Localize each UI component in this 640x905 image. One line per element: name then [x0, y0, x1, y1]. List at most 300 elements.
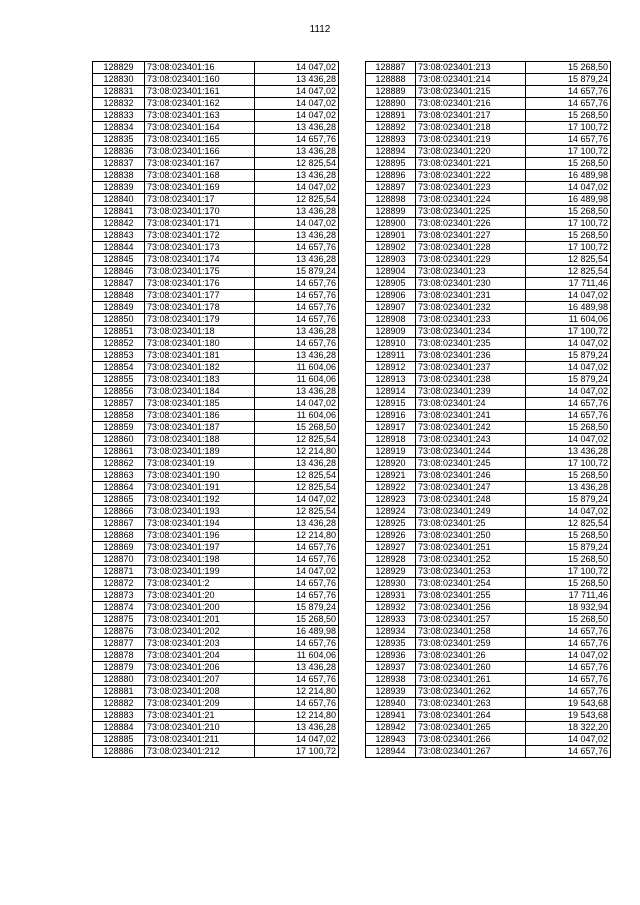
- row-number-cell: 128853: [93, 350, 145, 362]
- value-cell: 14 657,76: [255, 338, 339, 350]
- cadastral-number-cell: 73:08:023401:204: [145, 650, 255, 662]
- cadastral-number-cell: 73:08:023401:172: [145, 230, 255, 242]
- cadastral-number-cell: 73:08:023401:210: [145, 722, 255, 734]
- table-row: [93, 290, 339, 302]
- row-number-cell: 128874: [93, 602, 145, 614]
- table-row: [366, 698, 611, 710]
- cadastral-number-cell: 73:08:023401:190: [145, 470, 255, 482]
- table-row: [93, 374, 339, 386]
- cadastral-number-cell: 73:08:023401:234: [416, 326, 526, 338]
- row-number-cell: 128944: [366, 746, 416, 758]
- cadastral-number-cell: 73:08:023401:189: [145, 446, 255, 458]
- value-cell: 15 879,24: [526, 350, 611, 362]
- row-number-cell: 128936: [366, 650, 416, 662]
- value-cell: 15 879,24: [526, 542, 611, 554]
- table-row: [366, 146, 611, 158]
- cadastral-number-cell: 73:08:023401:264: [416, 710, 526, 722]
- row-number-cell: 128886: [93, 746, 145, 758]
- cadastral-number-cell: 73:08:023401:219: [416, 134, 526, 146]
- row-number-cell: 128928: [366, 554, 416, 566]
- table-row: [366, 206, 611, 218]
- cadastral-number-cell: 73:08:023401:233: [416, 314, 526, 326]
- cadastral-number-cell: 73:08:023401:181: [145, 350, 255, 362]
- table-row: [93, 350, 339, 362]
- value-cell: 13 436,28: [255, 170, 339, 182]
- cadastral-number-cell: 73:08:023401:24: [416, 398, 526, 410]
- table-row: [366, 302, 611, 314]
- cadastral-number-cell: 73:08:023401:217: [416, 110, 526, 122]
- value-cell: 14 047,02: [255, 734, 339, 746]
- row-number-cell: 128925: [366, 518, 416, 530]
- table-row: [366, 590, 611, 602]
- row-number-cell: 128934: [366, 626, 416, 638]
- row-number-cell: 128885: [93, 734, 145, 746]
- cadastral-number-cell: 73:08:023401:169: [145, 182, 255, 194]
- row-number-cell: 128904: [366, 266, 416, 278]
- table-row: [93, 734, 339, 746]
- cadastral-number-cell: 73:08:023401:222: [416, 170, 526, 182]
- value-cell: 16 489,98: [526, 194, 611, 206]
- row-number-cell: 128865: [93, 494, 145, 506]
- value-cell: 17 100,72: [526, 218, 611, 230]
- cadastral-number-cell: 73:08:023401:218: [416, 122, 526, 134]
- cadastral-number-cell: 73:08:023401:168: [145, 170, 255, 182]
- table-row: [366, 86, 611, 98]
- row-number-cell: 128920: [366, 458, 416, 470]
- value-cell: 16 489,98: [526, 170, 611, 182]
- value-cell: 18 322,20: [526, 722, 611, 734]
- value-cell: 15 268,50: [526, 422, 611, 434]
- value-cell: 15 268,50: [526, 230, 611, 242]
- table-row: [93, 698, 339, 710]
- value-cell: 14 657,76: [255, 290, 339, 302]
- table-row: [366, 470, 611, 482]
- table-row: [93, 446, 339, 458]
- cadastral-number-cell: 73:08:023401:213: [416, 62, 526, 74]
- table-row: [93, 722, 339, 734]
- row-number-cell: 128933: [366, 614, 416, 626]
- table-row: [93, 422, 339, 434]
- table-row: [93, 746, 339, 758]
- value-cell: 14 657,76: [526, 398, 611, 410]
- table-row: [366, 398, 611, 410]
- cadastral-number-cell: 73:08:023401:261: [416, 674, 526, 686]
- table-row: [366, 254, 611, 266]
- value-cell: 14 047,02: [255, 494, 339, 506]
- row-number-cell: 128835: [93, 134, 145, 146]
- cadastral-number-cell: 73:08:023401:167: [145, 158, 255, 170]
- cadastral-number-cell: 73:08:023401:174: [145, 254, 255, 266]
- table-row: [93, 122, 339, 134]
- table-row: [366, 566, 611, 578]
- cadastral-number-cell: 73:08:023401:241: [416, 410, 526, 422]
- value-cell: 14 657,76: [255, 302, 339, 314]
- row-number-cell: 128930: [366, 578, 416, 590]
- cadastral-number-cell: 73:08:023401:257: [416, 614, 526, 626]
- table-row: [93, 638, 339, 650]
- cadastral-number-cell: 73:08:023401:20: [145, 590, 255, 602]
- row-number-cell: 128942: [366, 722, 416, 734]
- cadastral-number-cell: 73:08:023401:226: [416, 218, 526, 230]
- table-row: [93, 302, 339, 314]
- table-row: [366, 614, 611, 626]
- table-row: [93, 62, 339, 74]
- table-row: [93, 86, 339, 98]
- value-cell: 12 825,54: [526, 518, 611, 530]
- table-row: [93, 398, 339, 410]
- table-row: [93, 218, 339, 230]
- value-cell: 13 436,28: [255, 722, 339, 734]
- table-row: [366, 602, 611, 614]
- cadastral-number-cell: 73:08:023401:18: [145, 326, 255, 338]
- value-cell: 15 879,24: [526, 494, 611, 506]
- row-number-cell: 128883: [93, 710, 145, 722]
- table-row: [366, 434, 611, 446]
- table-row: [366, 266, 611, 278]
- value-cell: 12 825,54: [255, 194, 339, 206]
- value-cell: 17 100,72: [526, 146, 611, 158]
- table-row: [93, 542, 339, 554]
- value-cell: 11 604,06: [255, 374, 339, 386]
- row-number-cell: 128941: [366, 710, 416, 722]
- value-cell: 15 879,24: [526, 374, 611, 386]
- cadastral-number-cell: 73:08:023401:170: [145, 206, 255, 218]
- cadastral-number-cell: 73:08:023401:267: [416, 746, 526, 758]
- row-number-cell: 128843: [93, 230, 145, 242]
- row-number-cell: 128903: [366, 254, 416, 266]
- table-row: [366, 506, 611, 518]
- row-number-cell: 128868: [93, 530, 145, 542]
- row-number-cell: 128894: [366, 146, 416, 158]
- cadastral-number-cell: 73:08:023401:248: [416, 494, 526, 506]
- table-row: [366, 530, 611, 542]
- cadastral-number-cell: 73:08:023401:239: [416, 386, 526, 398]
- table-row: [366, 458, 611, 470]
- row-number-cell: 128867: [93, 518, 145, 530]
- cadastral-number-cell: 73:08:023401:202: [145, 626, 255, 638]
- row-number-cell: 128840: [93, 194, 145, 206]
- table-row: [93, 530, 339, 542]
- row-number-cell: 128855: [93, 374, 145, 386]
- cadastral-number-cell: 73:08:023401:263: [416, 698, 526, 710]
- table-row: [93, 386, 339, 398]
- table-row: [93, 590, 339, 602]
- value-cell: 15 879,24: [255, 266, 339, 278]
- cadastral-number-cell: 73:08:023401:221: [416, 158, 526, 170]
- value-cell: 17 100,72: [526, 566, 611, 578]
- row-number-cell: 128917: [366, 422, 416, 434]
- row-number-cell: 128859: [93, 422, 145, 434]
- value-cell: 17 100,72: [255, 746, 339, 758]
- cadastral-number-cell: 73:08:023401:211: [145, 734, 255, 746]
- value-cell: 17 100,72: [526, 122, 611, 134]
- value-cell: 14 657,76: [526, 98, 611, 110]
- row-number-cell: 128870: [93, 554, 145, 566]
- row-number-cell: 128940: [366, 698, 416, 710]
- value-cell: 14 657,76: [255, 542, 339, 554]
- row-number-cell: 128922: [366, 482, 416, 494]
- cadastral-number-cell: 73:08:023401:252: [416, 554, 526, 566]
- cadastral-number-cell: 73:08:023401:238: [416, 374, 526, 386]
- value-cell: 14 047,02: [526, 182, 611, 194]
- row-number-cell: 128876: [93, 626, 145, 638]
- cadastral-number-cell: 73:08:023401:19: [145, 458, 255, 470]
- table-row: [93, 674, 339, 686]
- value-cell: 17 100,72: [526, 326, 611, 338]
- value-cell: 13 436,28: [255, 254, 339, 266]
- row-number-cell: 128929: [366, 566, 416, 578]
- value-cell: 14 047,02: [526, 386, 611, 398]
- value-cell: 11 604,06: [255, 362, 339, 374]
- row-number-cell: 128869: [93, 542, 145, 554]
- table-row: [366, 410, 611, 422]
- cadastral-number-cell: 73:08:023401:162: [145, 98, 255, 110]
- value-cell: 11 604,06: [255, 410, 339, 422]
- table-row: [366, 494, 611, 506]
- row-number-cell: 128901: [366, 230, 416, 242]
- cadastral-number-cell: 73:08:023401:244: [416, 446, 526, 458]
- table-row: [93, 362, 339, 374]
- cadastral-number-cell: 73:08:023401:265: [416, 722, 526, 734]
- cadastral-number-cell: 73:08:023401:182: [145, 362, 255, 374]
- cadastral-number-cell: 73:08:023401:194: [145, 518, 255, 530]
- row-number-cell: 128932: [366, 602, 416, 614]
- value-cell: 12 214,80: [255, 710, 339, 722]
- table-row: [366, 734, 611, 746]
- cadastral-number-cell: 73:08:023401:175: [145, 266, 255, 278]
- cadastral-number-cell: 73:08:023401:207: [145, 674, 255, 686]
- row-number-cell: 128931: [366, 590, 416, 602]
- value-cell: 14 657,76: [255, 698, 339, 710]
- table-row: [93, 326, 339, 338]
- row-number-cell: 128899: [366, 206, 416, 218]
- value-cell: 17 711,46: [526, 278, 611, 290]
- value-cell: 19 543,68: [526, 698, 611, 710]
- cadastral-number-cell: 73:08:023401:183: [145, 374, 255, 386]
- cadastral-number-cell: 73:08:023401:200: [145, 602, 255, 614]
- cadastral-number-cell: 73:08:023401:192: [145, 494, 255, 506]
- cadastral-number-cell: 73:08:023401:166: [145, 146, 255, 158]
- value-cell: 14 657,76: [255, 578, 339, 590]
- value-cell: 13 436,28: [255, 206, 339, 218]
- table-row: [366, 650, 611, 662]
- cadastral-number-cell: 73:08:023401:227: [416, 230, 526, 242]
- value-cell: 14 047,02: [255, 98, 339, 110]
- cadastral-number-cell: 73:08:023401:173: [145, 242, 255, 254]
- right-register-table: [365, 61, 611, 758]
- value-cell: 15 879,24: [255, 602, 339, 614]
- value-cell: 13 436,28: [255, 326, 339, 338]
- value-cell: 14 047,02: [526, 338, 611, 350]
- cadastral-number-cell: 73:08:023401:186: [145, 410, 255, 422]
- cadastral-number-cell: 73:08:023401:258: [416, 626, 526, 638]
- cadastral-number-cell: 73:08:023401:251: [416, 542, 526, 554]
- row-number-cell: 128891: [366, 110, 416, 122]
- value-cell: 14 047,02: [526, 734, 611, 746]
- table-row: [366, 674, 611, 686]
- row-number-cell: 128937: [366, 662, 416, 674]
- table-row: [366, 746, 611, 758]
- row-number-cell: 128895: [366, 158, 416, 170]
- row-number-cell: 128915: [366, 398, 416, 410]
- table-row: [366, 542, 611, 554]
- value-cell: 13 436,28: [255, 662, 339, 674]
- row-number-cell: 128847: [93, 278, 145, 290]
- value-cell: 15 268,50: [526, 578, 611, 590]
- row-number-cell: 128900: [366, 218, 416, 230]
- table-row: [93, 494, 339, 506]
- row-number-cell: 128875: [93, 614, 145, 626]
- table-row: [93, 686, 339, 698]
- value-cell: 13 436,28: [255, 230, 339, 242]
- value-cell: 12 825,54: [255, 506, 339, 518]
- cadastral-number-cell: 73:08:023401:220: [416, 146, 526, 158]
- table-row: [93, 518, 339, 530]
- table-row: [366, 518, 611, 530]
- value-cell: 14 657,76: [255, 134, 339, 146]
- table-row: [366, 182, 611, 194]
- value-cell: 12 214,80: [255, 686, 339, 698]
- value-cell: 12 214,80: [255, 530, 339, 542]
- value-cell: 14 657,76: [255, 278, 339, 290]
- table-row: [93, 710, 339, 722]
- table-row: [93, 242, 339, 254]
- row-number-cell: 128866: [93, 506, 145, 518]
- row-number-cell: 128836: [93, 146, 145, 158]
- table-row: [366, 314, 611, 326]
- row-number-cell: 128893: [366, 134, 416, 146]
- table-row: [93, 146, 339, 158]
- row-number-cell: 128888: [366, 74, 416, 86]
- value-cell: 14 657,76: [526, 662, 611, 674]
- row-number-cell: 128864: [93, 482, 145, 494]
- value-cell: 14 657,76: [526, 410, 611, 422]
- row-number-cell: 128927: [366, 542, 416, 554]
- row-number-cell: 128839: [93, 182, 145, 194]
- table-row: [93, 278, 339, 290]
- row-number-cell: 128914: [366, 386, 416, 398]
- row-number-cell: 128844: [93, 242, 145, 254]
- row-number-cell: 128842: [93, 218, 145, 230]
- table-row: [366, 290, 611, 302]
- row-number-cell: 128921: [366, 470, 416, 482]
- row-number-cell: 128831: [93, 86, 145, 98]
- table-row: [93, 662, 339, 674]
- table-row: [93, 194, 339, 206]
- row-number-cell: 128918: [366, 434, 416, 446]
- cadastral-number-cell: 73:08:023401:253: [416, 566, 526, 578]
- row-number-cell: 128863: [93, 470, 145, 482]
- row-number-cell: 128908: [366, 314, 416, 326]
- value-cell: 19 543,68: [526, 710, 611, 722]
- cadastral-number-cell: 73:08:023401:247: [416, 482, 526, 494]
- cadastral-number-cell: 73:08:023401:255: [416, 590, 526, 602]
- cadastral-number-cell: 73:08:023401:191: [145, 482, 255, 494]
- cadastral-number-cell: 73:08:023401:231: [416, 290, 526, 302]
- row-number-cell: 128852: [93, 338, 145, 350]
- row-number-cell: 128892: [366, 122, 416, 134]
- cadastral-number-cell: 73:08:023401:216: [416, 98, 526, 110]
- value-cell: 14 657,76: [255, 674, 339, 686]
- table-row: [93, 602, 339, 614]
- cadastral-number-cell: 73:08:023401:165: [145, 134, 255, 146]
- table-row: [366, 134, 611, 146]
- value-cell: 14 047,02: [526, 290, 611, 302]
- value-cell: 11 604,06: [526, 314, 611, 326]
- cadastral-number-cell: 73:08:023401:209: [145, 698, 255, 710]
- cadastral-number-cell: 73:08:023401:197: [145, 542, 255, 554]
- row-number-cell: 128860: [93, 434, 145, 446]
- value-cell: 12 825,54: [255, 158, 339, 170]
- cadastral-number-cell: 73:08:023401:193: [145, 506, 255, 518]
- row-number-cell: 128916: [366, 410, 416, 422]
- cadastral-number-cell: 73:08:023401:215: [416, 86, 526, 98]
- row-number-cell: 128907: [366, 302, 416, 314]
- cadastral-number-cell: 73:08:023401:199: [145, 566, 255, 578]
- row-number-cell: 128902: [366, 242, 416, 254]
- table-row: [93, 626, 339, 638]
- cadastral-number-cell: 73:08:023401:16: [145, 62, 255, 74]
- cadastral-number-cell: 73:08:023401:180: [145, 338, 255, 350]
- table-row: [93, 470, 339, 482]
- left-register-table: [92, 61, 339, 758]
- cadastral-number-cell: 73:08:023401:196: [145, 530, 255, 542]
- row-number-cell: 128880: [93, 674, 145, 686]
- table-row: [93, 170, 339, 182]
- cadastral-number-cell: 73:08:023401:185: [145, 398, 255, 410]
- table-row: [366, 110, 611, 122]
- table-row: [366, 686, 611, 698]
- value-cell: 15 268,50: [526, 206, 611, 218]
- value-cell: 13 436,28: [255, 518, 339, 530]
- row-number-cell: 128856: [93, 386, 145, 398]
- table-row: [366, 278, 611, 290]
- cadastral-number-cell: 73:08:023401:188: [145, 434, 255, 446]
- cadastral-number-cell: 73:08:023401:179: [145, 314, 255, 326]
- value-cell: 15 268,50: [526, 470, 611, 482]
- cadastral-number-cell: 73:08:023401:235: [416, 338, 526, 350]
- value-cell: 14 657,76: [255, 314, 339, 326]
- table-row: [93, 578, 339, 590]
- row-number-cell: 128872: [93, 578, 145, 590]
- cadastral-number-cell: 73:08:023401:198: [145, 554, 255, 566]
- table-row: [93, 338, 339, 350]
- row-number-cell: 128862: [93, 458, 145, 470]
- table-row: [93, 266, 339, 278]
- cadastral-number-cell: 73:08:023401:266: [416, 734, 526, 746]
- value-cell: 15 879,24: [526, 74, 611, 86]
- row-number-cell: 128913: [366, 374, 416, 386]
- table-row: [93, 314, 339, 326]
- row-number-cell: 128909: [366, 326, 416, 338]
- value-cell: 14 047,02: [255, 398, 339, 410]
- row-number-cell: 128846: [93, 266, 145, 278]
- cadastral-number-cell: 73:08:023401:26: [416, 650, 526, 662]
- value-cell: 14 047,02: [255, 182, 339, 194]
- cadastral-number-cell: 73:08:023401:201: [145, 614, 255, 626]
- cadastral-number-cell: 73:08:023401:249: [416, 506, 526, 518]
- cadastral-number-cell: 73:08:023401:232: [416, 302, 526, 314]
- value-cell: 14 047,02: [255, 62, 339, 74]
- cadastral-number-cell: 73:08:023401:245: [416, 458, 526, 470]
- value-cell: 15 268,50: [255, 614, 339, 626]
- value-cell: 17 711,46: [526, 590, 611, 602]
- row-number-cell: 128896: [366, 170, 416, 182]
- table-row: [93, 434, 339, 446]
- row-number-cell: 128890: [366, 98, 416, 110]
- table-row: [366, 482, 611, 494]
- table-row: [93, 614, 339, 626]
